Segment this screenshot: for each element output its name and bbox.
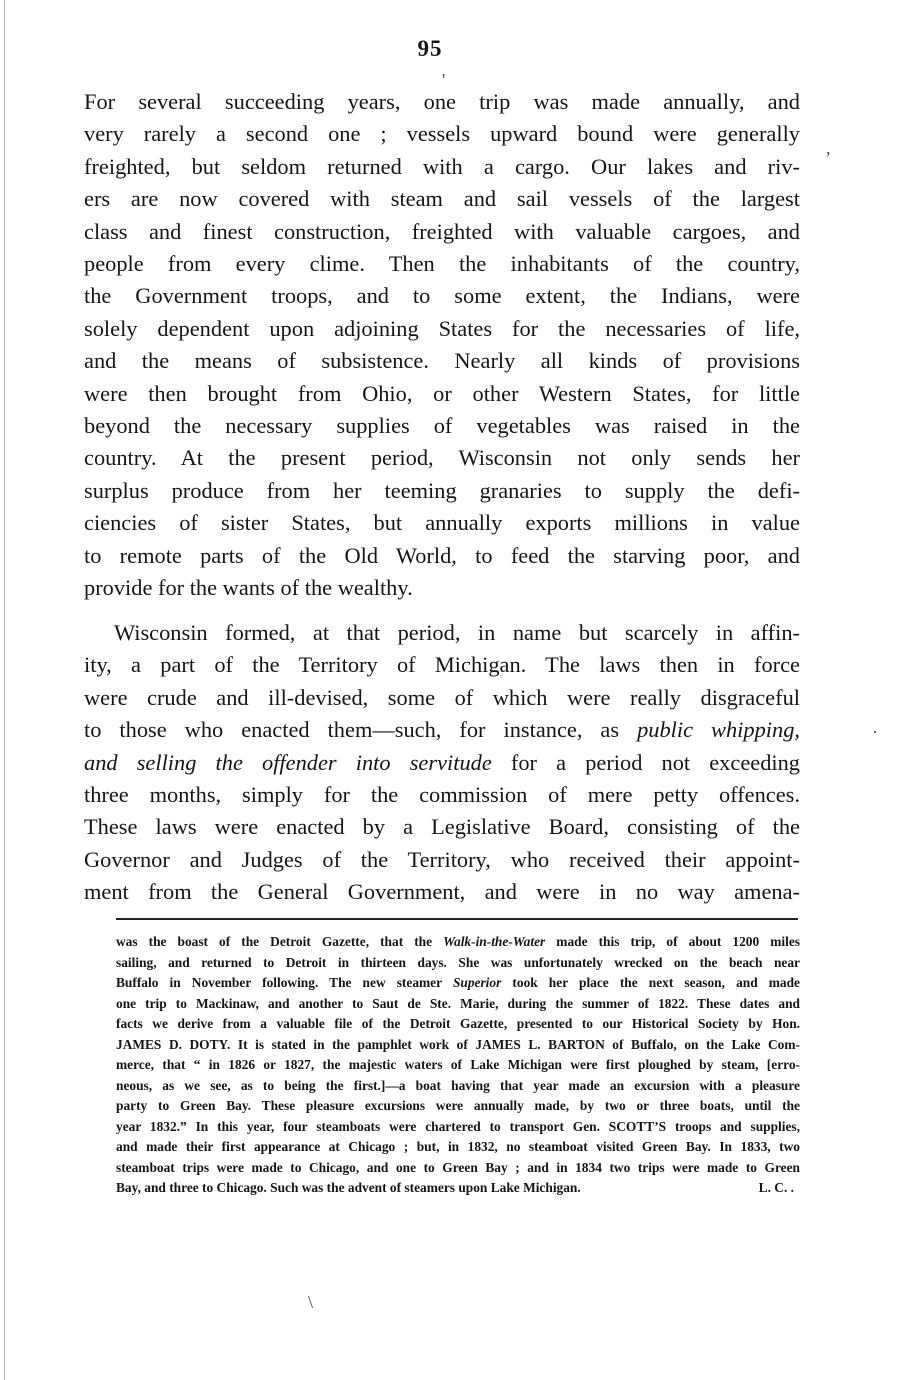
text-line: ciencies of sister States, but annually exports millions in value	[84, 510, 800, 536]
text-line: class and finest construction, freighted with valuable cargoes, and	[84, 218, 800, 244]
text-segment: made this trip, of about 1200 miles	[545, 934, 800, 949]
text-line: freighted, but seldom returned with a cargo. Our lakes and riv-	[84, 153, 800, 179]
text-line: to remote parts of the Old World, to feed the starving poor, and	[84, 542, 800, 568]
text-line: ment from the General Government, and were in no way amena-	[84, 879, 800, 905]
footnote-line: JAMES D. DOTY. It is stated in the pamphlet work of JAMES L. BARTON of Buffalo, on the Lake Com-	[116, 1036, 800, 1052]
text-segment: Bay, and three to Chicago. Such was the advent of steamers upon Lake Michigan.	[116, 1180, 581, 1195]
stray-mark: '	[442, 70, 446, 90]
text-line: three months, simply for the commission of mere petty offences.	[84, 782, 800, 808]
text-line: the Government troops, and to some extent, the Indians, were	[84, 283, 800, 309]
footnote-line	[116, 973, 800, 994]
text-line: surplus produce from her teeming granaries to supply the defi-	[84, 477, 800, 503]
text-line: country. At the present period, Wisconsin not only sends her	[84, 445, 800, 471]
italic-phrase: public whipping,	[637, 717, 801, 743]
text-line: ity, a part of the Territory of Michigan. The laws then in force	[84, 652, 800, 678]
text-line: These laws were enacted by a Legislative Board, consisting of the	[84, 814, 800, 840]
italic-phrase: and selling the offender into servitude	[84, 749, 492, 775]
footnote-line: facts we derive from a valuable file of the Detroit Gazette, presented to our Historical Society by Hon.	[116, 1016, 800, 1031]
text-line: provide for the wants of the wealthy.	[84, 575, 413, 601]
paragraph-1	[84, 86, 800, 605]
footnote-line: sailing, and returned to Detroit in thirteen days. She was unfortunately wrecked on the beach near	[116, 954, 800, 970]
text-line: ers are now covered with steam and sail vessels of the largest	[84, 186, 800, 212]
footnote-line: party to Green Bay. These pleasure excursions were annually made, by two or three boats, until the	[116, 1098, 800, 1113]
text-line: were crude and ill-devised, some of which were really disgraceful	[84, 684, 800, 710]
footnote-divider	[116, 918, 798, 920]
italic-phrase: Walk-in-the-Water	[443, 934, 546, 949]
text-line	[84, 714, 800, 746]
footnote-line	[116, 1178, 800, 1199]
text-segment: was the boast of the Detroit Gazette, that the	[116, 934, 444, 949]
footnote-line: one trip to Mackinaw, and another to Saut de Ste. Marie, during the summer of 1822. These dates and	[116, 995, 800, 1011]
text-segment: Buffalo in November following. The new steamer	[116, 975, 453, 990]
paragraph-2	[84, 617, 800, 909]
footnote-line: year 1832.” In this year, four steamboats were chartered to transport Gen. SCOTT’S troops and supplies,	[116, 1118, 800, 1134]
stray-mark: ,	[826, 138, 831, 158]
page-number: 95	[417, 36, 443, 61]
text-segment: to those who enacted them—such, for instance, as	[84, 717, 638, 743]
text-line: Governor and Judges of the Territory, who received their appoint-	[84, 846, 800, 872]
footnote-line: steamboat trips were made to Chicago, and one to Green Bay ; and in 1834 two trips were made to Green	[116, 1159, 800, 1175]
footnote-line: and made their first appearance at Chicago ; but, in 1832, no steamboat visited Green Bay. In 1833, two	[116, 1139, 800, 1154]
footnote-line: merce, that “ in 1826 or 1827, the majestic waters of Lake Michigan were first ploughed by steam, [erro-	[116, 1057, 800, 1072]
text-line: people from every clime. Then the inhabitants of the country,	[84, 251, 800, 277]
footnote-signature: L. C. .	[758, 1180, 794, 1195]
italic-phrase: Superior	[452, 975, 502, 990]
text-line: For several succeeding years, one trip was made annually, and	[84, 89, 800, 114]
text-line: Wisconsin formed, at that period, in name but scarcely in affin-	[114, 620, 800, 645]
stray-mark: ·	[872, 722, 878, 742]
text-line	[84, 747, 800, 779]
page-edge-line	[4, 0, 5, 1380]
text-line: very rarely a second one ; vessels upward bound were generally	[84, 121, 800, 147]
text-line: beyond the necessary supplies of vegetables was raised in the	[84, 413, 800, 439]
footnote-line	[116, 932, 800, 953]
footnote-line: neous, as we see, as to being the first.]—a boat having that year made an excursion with a pleasure	[116, 1077, 800, 1093]
text-line: were then brought from Ohio, or other Western States, for little	[84, 380, 800, 406]
text-line: and the means of subsistence. Nearly all kinds of provisions	[84, 348, 800, 374]
text-line: solely dependent upon adjoining States for the necessaries of life,	[84, 315, 800, 341]
footnote	[116, 932, 800, 1199]
stray-mark: \	[308, 1292, 314, 1312]
text-segment: for a period not exceeding	[491, 749, 800, 775]
text-segment: took her place the next season, and made	[501, 975, 801, 990]
